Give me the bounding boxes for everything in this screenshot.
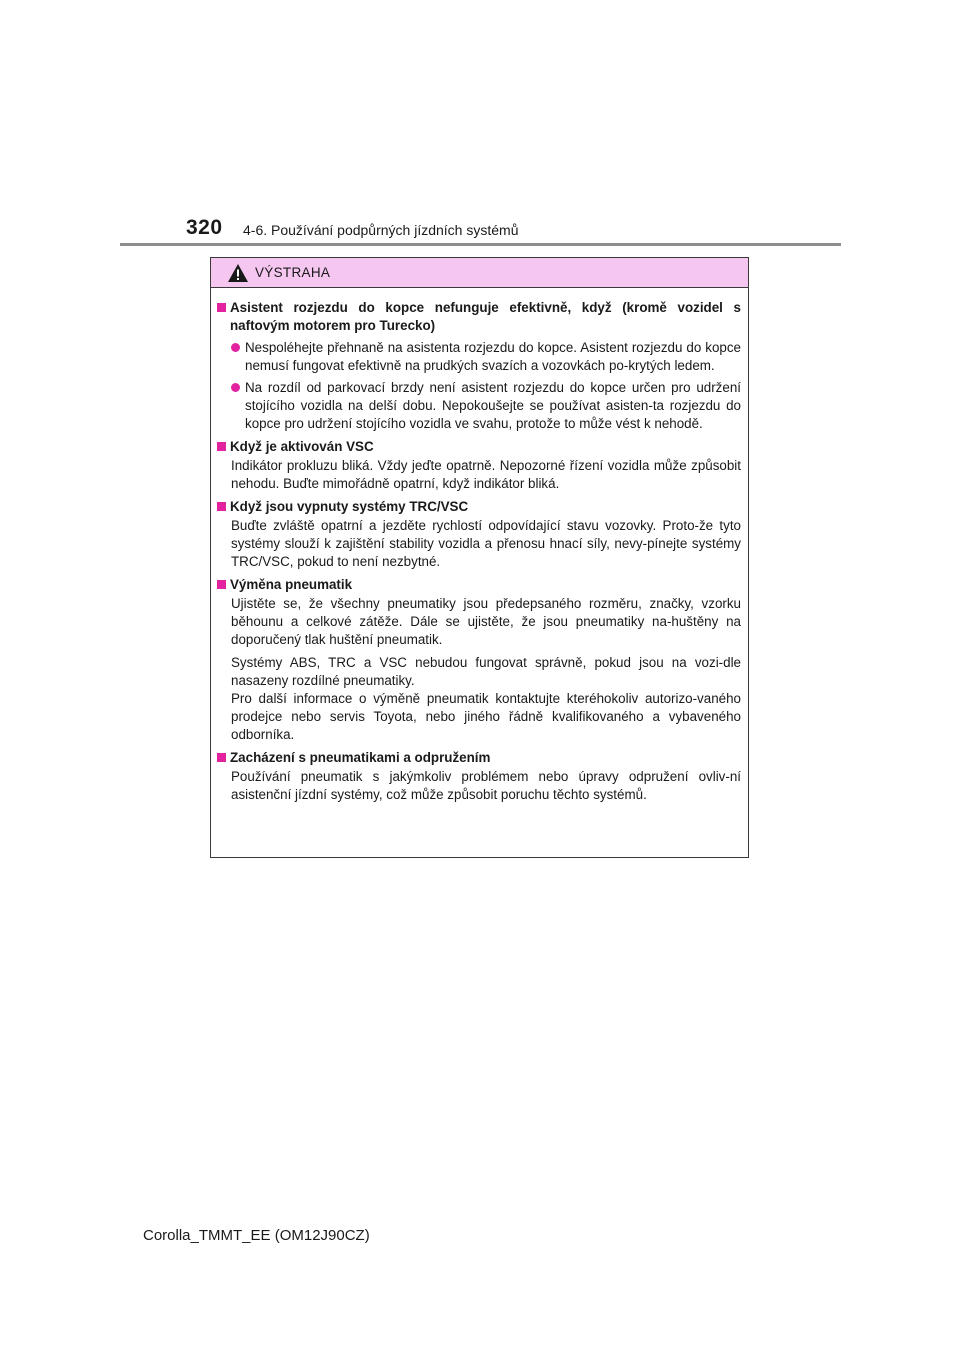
warning-box xyxy=(210,257,749,858)
section-heading-text: Výměna pneumatik xyxy=(230,577,353,592)
section-heading xyxy=(217,498,741,516)
section-paragraph: Systémy ABS, TRC a VSC nebudou fungovat správně, pokud jsou na vozi-dle nasazeny rozdílné pneumatiky. Pro další informace o výměně pneumatik kontaktujte kteréhokoliv autorizo-vaného prodejce nebo servis Toyota, nebo jiného řádně kvalifikovaného a vybaveného odborníka. xyxy=(231,655,741,742)
section-heading-text: Asistent rozjezdu do kopce nefunguje efektivně, když (kromě vozidel s naftovým motorem pro Turecko) xyxy=(230,300,741,333)
warning-section xyxy=(217,299,741,433)
warning-section xyxy=(217,749,741,804)
warning-section xyxy=(217,498,741,571)
section-heading xyxy=(217,576,741,594)
section-heading xyxy=(217,438,741,456)
square-bullet-icon xyxy=(217,442,226,451)
square-bullet-icon xyxy=(217,580,226,589)
round-bullet-icon xyxy=(231,343,240,352)
warning-section xyxy=(217,438,741,493)
round-bullet-icon xyxy=(231,383,240,392)
warning-body xyxy=(211,288,748,804)
square-bullet-icon xyxy=(217,753,226,762)
section-paragraph: Ujistěte se, že všechny pneumatiky jsou předepsaného rozměru, značky, vzorku běhounu a celkové zátěže. Dále se ujistěte, že jsou pneumatiky na-huštěny na doporučený tlak huštění pneumatik. xyxy=(231,596,741,647)
warning-triangle-icon xyxy=(228,264,248,282)
header-divider xyxy=(120,243,841,246)
section-heading-text: Když jsou vypnuty systémy TRC/VSC xyxy=(230,499,469,514)
warning-header xyxy=(211,258,748,288)
page-number: 320 xyxy=(186,216,223,239)
bullet-text: Na rozdíl od parkovací brzdy není asistent rozjezdu do kopce určen pro udržení stojícího vozidla na delší dobu. Nepokoušejte se používat asisten-ta rozjezdu do kopce pro udržení stojícího vozidla ve svahu, protože to může vést k nehodě. xyxy=(245,380,741,431)
bullet-item xyxy=(231,339,741,375)
footer-document-id: Corolla_TMMT_EE (OM12J90CZ) xyxy=(143,1227,370,1244)
section-heading-text: Zacházení s pneumatikami a odpružením xyxy=(230,750,491,765)
warning-section xyxy=(217,576,741,744)
section-heading-text: Když je aktivován VSC xyxy=(230,439,374,454)
warning-title: VÝSTRAHA xyxy=(255,265,331,280)
section-title: 4-6. Používání podpůrných jízdních systémů xyxy=(243,222,519,238)
square-bullet-icon xyxy=(217,303,226,312)
section-paragraph: Indikátor prokluzu bliká. Vždy jeďte opatrně. Nepozorné řízení vozidla může způsobit nehodu. Buďte mimořádně opatrní, když indikátor bliká. xyxy=(231,458,741,491)
section-paragraph: Používání pneumatik s jakýmkoliv problémem nebo úpravy odpružení ovliv-ní asistenční jízdní systémy, což může způsobit poruchu těchto systémů. xyxy=(231,769,741,802)
square-bullet-icon xyxy=(217,502,226,511)
bullet-item xyxy=(231,379,741,433)
section-heading xyxy=(217,749,741,767)
section-paragraph: Buďte zvláště opatrní a jezděte rychlostí odpovídající stavu vozovky. Proto-že tyto systémy slouží k zajištění stability vozidla a přenosu hnací síly, nevy-pínejte systémy TRC/VSC, pokud to není nezbytné. xyxy=(231,518,741,569)
section-heading xyxy=(217,299,741,335)
bullet-text: Nespoléhejte přehnaně na asistenta rozjezdu do kopce. Asistent rozjezdu do kopce nemusí fungovat efektivně na prudkých svazích a vozovkách po-krytých ledem. xyxy=(245,340,741,373)
